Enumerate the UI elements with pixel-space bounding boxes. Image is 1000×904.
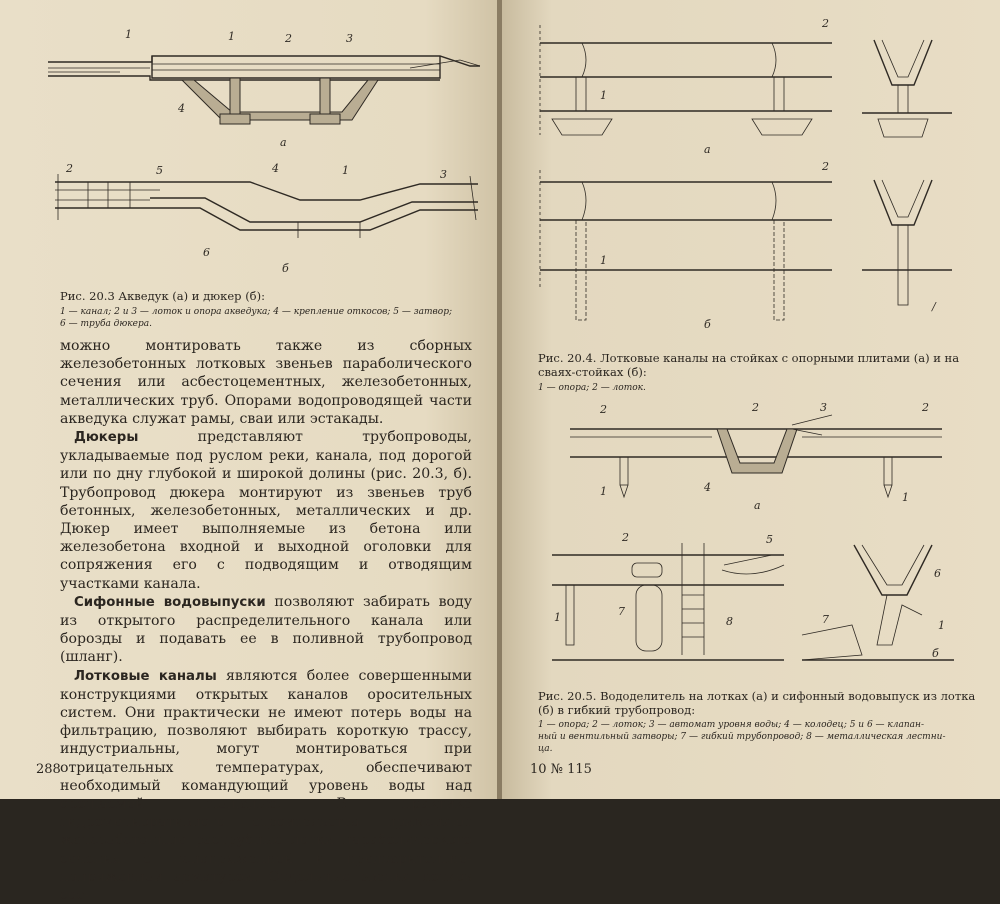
fig-20-4b-label-2: 2 (822, 160, 829, 173)
figure-20-3-caption: Рис. 20.3 Акведук (а) и дюкер (б): (60, 289, 265, 303)
figure-20-3-siphon-drawing (0, 160, 500, 280)
fig-20-3-label-2-siphon: 2 (66, 162, 73, 175)
fig-20-3-label-4: 4 (178, 102, 185, 115)
fig-20-4a-label-2: 2 (822, 17, 829, 30)
fig-20-5a-label-1: 1 (600, 485, 607, 498)
figure-20-4b-drawing (502, 160, 1000, 331)
figure-20-5-caption-line2: (б) в гибкий трубопровод: (538, 703, 696, 717)
fig-20-3-label-1-siphon: 1 (342, 164, 349, 177)
fig-20-3-label-1: 1 (125, 28, 132, 41)
fig-20-4a-sub-a: а (704, 143, 711, 156)
paragraph-4: Лотковые каналы являются более совершенными конструкциями открытых каналов оросительных систем. Они практически не имеют потерь воды на фильтрацию, позволяют выбирать короткую трассу, индустриальны, могут монтироваться при отрицательных температурах, обеспечивают необходимый командующий уровень воды над орошаемой площадью. В практике гидромелиоративного строительства применяют железобетонные раструбные лотки параболического сечения с ненапряженной и предварительно-напряженной арматурой. Отдельные звенья лотков сое- (60, 667, 472, 904)
fig-20-4b-sub-b: б (704, 318, 711, 331)
figure-20-3-legend-line1: 1 — канал; 2 и 3 — лоток и опора акведука; 4 — крепление откосов; 5 — затвор; (60, 307, 452, 317)
figure-20-5b-drawing (502, 525, 1000, 675)
fig-20-5a-sub-a: а (754, 499, 761, 512)
right-page-signature: 10 № 115 (530, 762, 592, 777)
term-dyukery: Дюкеры (74, 430, 139, 446)
fig-20-3-label-1b: 1 (228, 30, 235, 43)
fig-20-5a-label-1b: 1 (902, 491, 909, 504)
figure-20-3-aqueduct-drawing (0, 20, 500, 170)
figure-20-5-legend-line2: ный и вентильный затворы; 7 — гибкий трубопровод; 8 — металлическая лестни- (538, 732, 946, 742)
fig-20-3-label-6: 6 (203, 246, 210, 259)
fig-20-3-label-5: 5 (156, 164, 163, 177)
fig-20-5b-label-7b: 7 (822, 613, 829, 626)
fig-20-5a-label-2c: 2 (922, 401, 929, 414)
figure-20-4-caption-line1: Рис. 20.4. Лотковые каналы на стойках с опорными плитами (а) и на (538, 351, 960, 365)
fig-20-5a-label-4: 4 (704, 481, 711, 494)
body-text (60, 337, 472, 904)
fig-20-5b-label-1b: 1 (938, 619, 945, 632)
fig-20-5b-label-2: 2 (622, 531, 629, 544)
figure-20-3-legend-line2: 6 — труба дюкера. (60, 319, 152, 329)
fig-20-3-sub-b: б (282, 262, 289, 275)
fig-20-4a-label-1: 1 (600, 89, 607, 102)
paragraph-2: Дюкеры представляют трубопроводы, укладываемые под руслом реки, канала, под дорогой или по дну глубокой и широкой долины (рис. 20.3, б). Трубопровод дюкера монтируют из звеньев труб бетонных, железобетонных, металлических и др. Дюкер имеет выполняемые из бетона или железобетона входной и выходной оголовки для сопряжения его с подводящим и отводящим участками канала. (60, 429, 472, 592)
fig-20-5a-label-2: 2 (600, 403, 607, 416)
figure-20-4a-drawing (502, 15, 1000, 175)
fig-20-3-label-3-siphon: 3 (440, 168, 447, 181)
fig-20-5b-label-7: 7 (618, 605, 625, 618)
figure-20-4-caption-line2: сваях-стойках (б): (538, 365, 647, 379)
figure-20-5-caption-line1: Рис. 20.5. Вододелитель на лотках (а) и сифонный водовыпуск из лотка (538, 689, 976, 703)
fig-20-3-label-2: 2 (285, 32, 292, 45)
figure-20-4-legend: 1 — опора; 2 — лоток. (538, 383, 646, 393)
figure-20-5-legend-line3: ца. (538, 744, 553, 754)
fig-20-3-label-4-siphon: 4 (272, 162, 279, 175)
term-lotkovye: Лотковые каналы (74, 668, 217, 684)
fig-20-4b-mark: / (932, 300, 936, 313)
fig-20-4b-label-1: 1 (600, 254, 607, 267)
fig-20-5b-label-8: 8 (726, 615, 733, 628)
fig-20-3-sub-a: а (280, 136, 287, 149)
figure-20-5-legend-line1: 1 — опора; 2 — лоток; 3 — автомат уровня воды; 4 — колодец; 5 и 6 — клапан- (538, 720, 925, 730)
paragraph-1: можно монтировать также из сборных железобетонных лотковых звеньев параболического сечения или асбестоцементных, железобетонных, металлических труб. Опорами водопроводящей части акведука служат рамы, сваи или эстакады. (60, 338, 472, 427)
term-sifonnye: Сифонные водовыпуски (74, 594, 266, 610)
fig-20-5b-label-6: 6 (934, 567, 941, 580)
right-page (502, 0, 1000, 799)
left-page-number: 288 (36, 762, 61, 777)
paragraph-3: Сифонные водовыпуски позволяют забирать воду из открытого распределительного канала или борозды и подавать ее в поливной трубопровод (шланг). (60, 593, 473, 666)
fig-20-5b-label-1: 1 (554, 611, 561, 624)
fig-20-5a-label-2b: 2 (752, 401, 759, 414)
figure-20-5a-drawing (502, 395, 1000, 515)
fig-20-5a-label-3: 3 (820, 401, 827, 414)
fig-20-3-label-3: 3 (346, 32, 353, 45)
fig-20-5b-label-5: 5 (766, 533, 773, 546)
fig-20-5b-sub-b: б (932, 647, 939, 660)
